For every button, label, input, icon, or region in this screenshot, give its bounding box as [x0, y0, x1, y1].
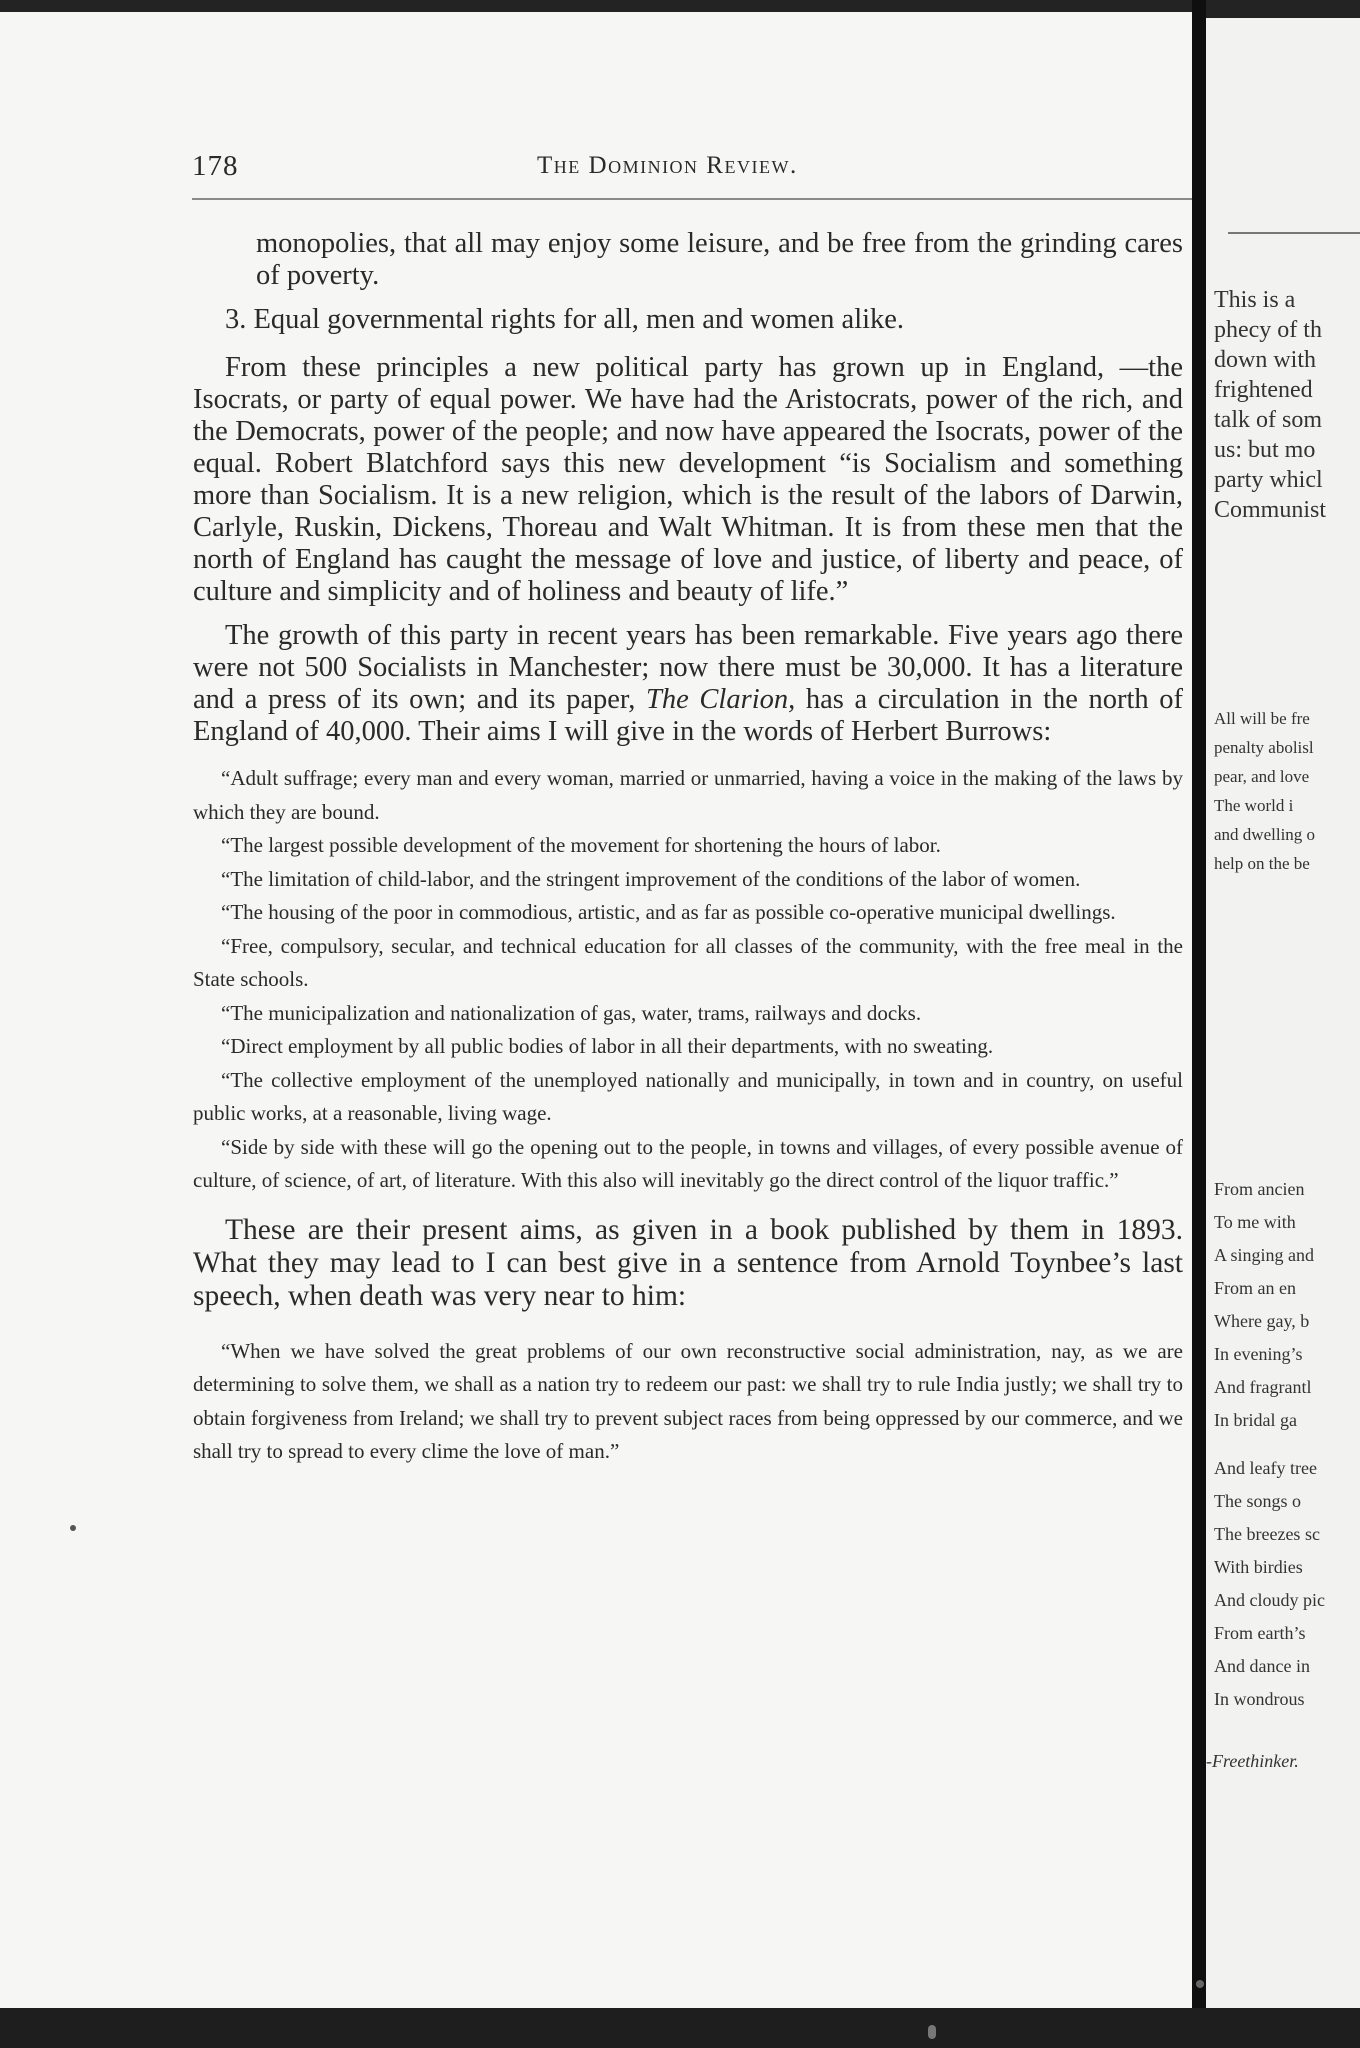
verse-line: And cloudy pic [1214, 1590, 1325, 1610]
paragraph-present-aims-wrap [193, 1214, 1183, 1313]
paragraph-isocrats: From these principles a new political party has grown up in England, —the Isocrats, or party of equal power. We have had the Aristocrats, power of the rich, and the Democrats, power of the people; and now have appeared the Isocrats, power of the equal. Robert Blatchford says this new development “is Socialism and something more than Socialism. It is a new religion, which is the result of the labors of Darwin, Carlyle, Ruskin, Dickens, Thoreau and Walt Whitman. It is from these men that the north of England has caught the message of love and justice, of liberty and peace, of culture and simplicity and of holiness and beauty of life.” [193, 352, 1183, 607]
facing-line: All will be fre [1214, 709, 1310, 728]
aim-item: “Side by side with these will go the opening out to the people, in towns and villages, of every possible avenue of culture, of science, of art, of literature. With this also will inevitably go the direct control of the liquor traffic.” [193, 1134, 1183, 1192]
verse-line: In wondrous [1214, 1689, 1305, 1709]
aim-item: “The collective employment of the unemployed nationally and municipally, in town and in country, on useful public works, at a reasonable, living wage. [193, 1067, 1183, 1125]
facing-line: phecy of th [1214, 317, 1322, 343]
newspaper-title: The Clarion, [646, 684, 796, 715]
paragraph-present-aims: These are their present aims, as given in a book published by them in 1893. What they may lead to I can best give in a sentence from Arnold Toynbee’s last speech, when death was very near to him: [193, 1213, 1183, 1312]
paragraph-growth [193, 620, 1183, 748]
scan-speck [70, 1525, 76, 1531]
facing-line: pear, and love [1214, 767, 1310, 786]
toynbee-quotation [193, 1335, 1183, 1469]
facing-line: frightened [1214, 377, 1313, 403]
verse-line: A singing and [1214, 1245, 1315, 1265]
aim-item: “Direct employment by all public bodies of labor in all their departments, with no sweating. [221, 1034, 994, 1058]
facing-line: The world i [1214, 796, 1294, 815]
verse-line: In bridal ga [1214, 1410, 1297, 1430]
scan-border-bottom [0, 2008, 1360, 2048]
verse-line: From an en [1214, 1278, 1296, 1298]
paragraph-text: The growth of this party in recent years has been remarkable. Five years ago there were not 500 Socialists in Manchester; now there must be 30,000. It has a literature and a press of its own; and its paper, [193, 620, 1183, 715]
running-head [192, 150, 1192, 190]
facing-line: Communist [1214, 497, 1327, 523]
aims-quotation [193, 762, 1183, 1198]
aim-item: “The limitation of child-labor, and the stringent improvement of the conditions of the labor of women. [221, 866, 1081, 891]
verse-line: And dance in [1214, 1656, 1310, 1676]
verse-line: The breezes sc [1214, 1524, 1320, 1544]
scan-speck [928, 2025, 936, 2039]
aim-item: “The housing of the poor in commodious, artistic, and as far as possible co-operative municipal dwellings. [221, 900, 1116, 924]
verse-line: From ancien [1214, 1179, 1305, 1199]
list-item-continuation: monopolies, that all may enjoy some leisure, and be free from the grinding cares of poverty. [256, 228, 1183, 291]
facing-line: penalty abolisl [1214, 738, 1314, 757]
facing-page-rule [1228, 232, 1360, 234]
aim-item: “The largest possible development of the movement for shortening the hours of labor. [221, 833, 941, 857]
verse-line: With birdies [1214, 1557, 1303, 1577]
aim-item: “Free, compulsory, secular, and technical education for all classes of the community, with the free meal in the State schools. [193, 933, 1183, 991]
verse-line: To me with [1214, 1212, 1296, 1232]
aim-item: “The municipalization and nationalization of gas, water, trams, railways and docks. [221, 1000, 922, 1025]
paragraph-text: has a circulation in the north of England of 40,000. Their aims I will give in the words of Herbert Burrows: [193, 684, 1183, 747]
book-gutter [1192, 0, 1206, 2048]
aim-item: “Adult suffrage; every man and every woman, married or unmarried, having a voice in the making of the laws by which they are bound. [193, 766, 1183, 824]
verse-line: And fragrantl [1214, 1377, 1312, 1397]
head-rule [192, 198, 1192, 200]
facing-line: help on the be [1214, 854, 1310, 873]
journal-title: The Dominion Review. [537, 152, 798, 179]
verse-line: The songs o [1214, 1491, 1301, 1511]
facing-credit: -Freethinker. [1206, 1751, 1299, 1771]
article-body [193, 228, 1183, 1469]
list-item-3: 3. Equal governmental rights for all, men and women alike. [225, 304, 905, 335]
facing-line: party whicl [1214, 467, 1323, 493]
right-page-fragment [1206, 18, 1360, 2008]
facing-line: and dwelling o [1214, 825, 1316, 844]
verse-line: Where gay, b [1214, 1311, 1310, 1331]
page-number: 178 [192, 150, 239, 182]
facing-line: talk of som [1214, 407, 1322, 433]
verse-line: From earth’s [1214, 1623, 1306, 1643]
scan-speck [1196, 1980, 1204, 1988]
facing-line: This is a [1214, 287, 1296, 313]
verse-line: In evening’s [1214, 1344, 1303, 1364]
verse-line: And leafy tree [1214, 1458, 1317, 1478]
toynbee-quote-text: “When we have solved the great problems of our own reconstructive social administration, nay, as we are determining to solve them, we shall as a nation try to redeem our past: we shall try to rule India justly; we shall try to obtain forgiveness from Ireland; we shall try to prevent subject races from being oppressed by our commerce, and we shall try to spread to every clime the love of man.” [193, 1338, 1183, 1463]
facing-line: down with [1214, 347, 1316, 373]
facing-line: us: but mo [1214, 437, 1316, 463]
